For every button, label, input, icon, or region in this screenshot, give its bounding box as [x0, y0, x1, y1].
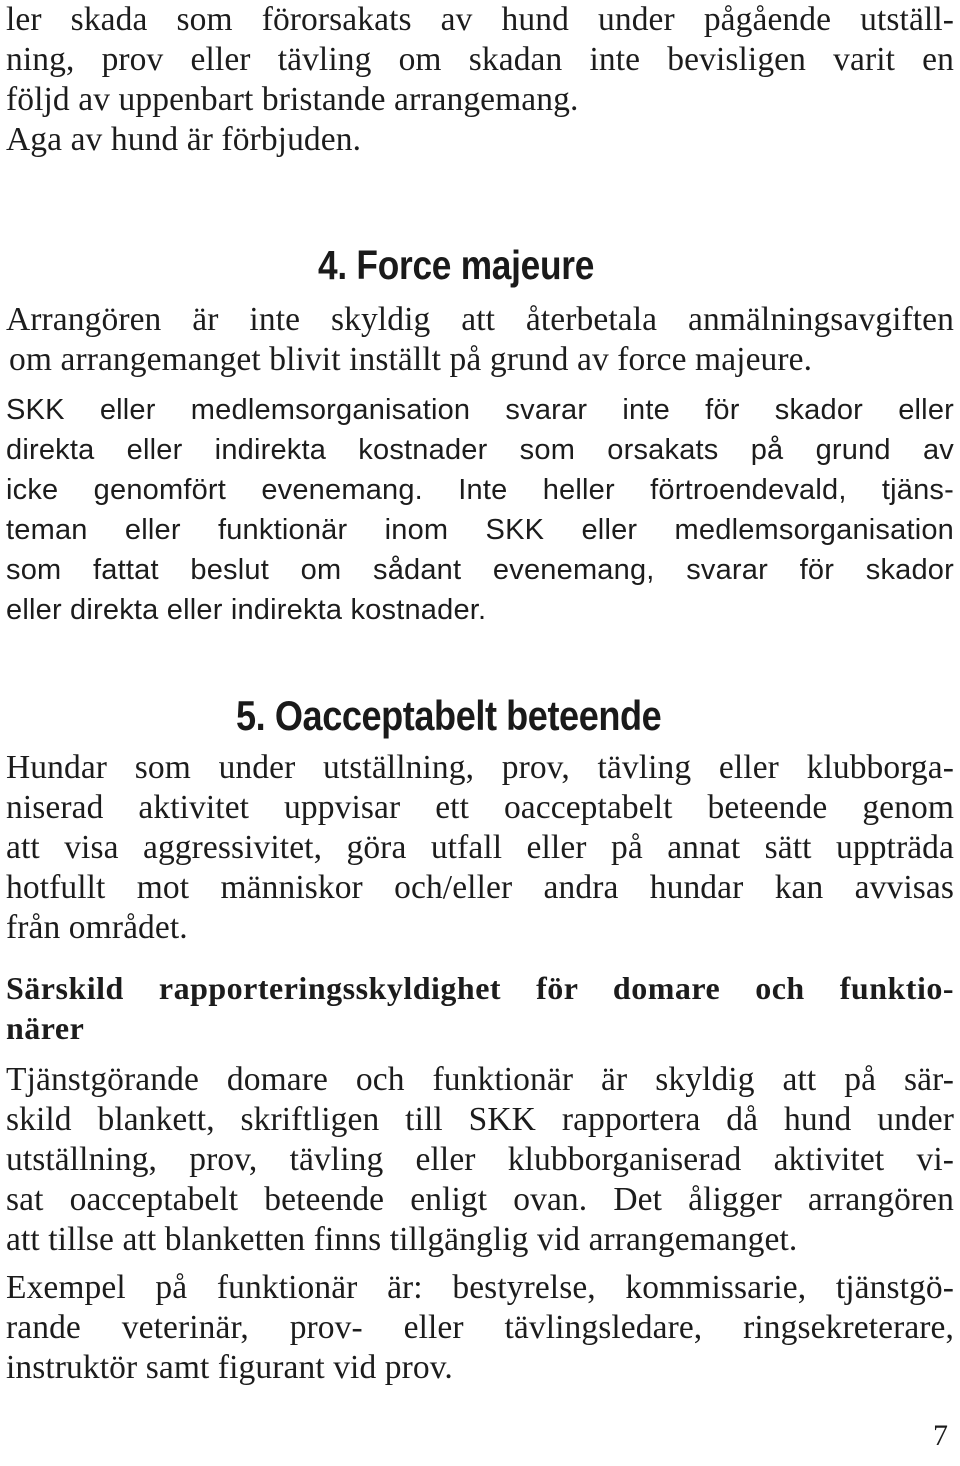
body-text-line: om arrangemanget blivit inställt på grund av force majeure.: [9, 341, 813, 378]
body-text-line: att visa aggressivitet, göra utfall eller på annat sätt uppträda: [6, 829, 954, 866]
body-text-line: eller direkta eller indirekta kostnader.: [6, 594, 487, 626]
body-text-line: som fattat beslut om sådant evenemang, svarar för skador: [6, 554, 954, 586]
body-text-line: icke genomfört evenemang. Inte heller förtroendevald, tjäns-: [6, 474, 954, 506]
body-text-line: sat oacceptabelt beteende enligt ovan. Det åligger arrangören: [6, 1181, 954, 1218]
body-text-line: Hundar som under utställning, prov, tävling eller klubborga-: [6, 749, 954, 786]
document-page: [6, 0, 954, 1466]
body-text-line: rande veterinär, prov- eller tävlingsledare, ringsekreterare,: [6, 1309, 954, 1346]
subheading-rapporteringsskyldighet-cont: närer: [6, 1010, 85, 1046]
section-heading-oacceptabelt-beteende: 5. Oacceptabelt beteende: [236, 692, 662, 739]
body-text-line: Aga av hund är förbjuden.: [6, 121, 362, 158]
page-number: 7: [933, 1419, 948, 1452]
body-text-line: skild blankett, skriftligen till SKK rapportera då hund under: [6, 1101, 954, 1138]
section-heading-force-majeure: 4. Force majeure: [318, 242, 595, 288]
body-text-line: Arrangören är inte skyldig att återbetala anmälningsavgiften: [6, 301, 954, 338]
body-text-line: ler skada som förorsakats av hund under pågående utställ-: [6, 1, 954, 38]
body-text-line: ning, prov eller tävling om skadan inte bevisligen varit en: [6, 41, 954, 78]
body-text-line: direkta eller indirekta kostnader som orsakats på grund av: [6, 434, 954, 466]
body-text-line: SKK eller medlemsorganisation svarar inte för skador eller: [6, 394, 954, 426]
body-text-line: följd av uppenbart bristande arrangemang.: [6, 81, 579, 118]
body-text-line: Exempel på funktionär är: bestyrelse, kommissarie, tjänstgö-: [6, 1269, 954, 1306]
body-text-line: från området.: [6, 909, 188, 946]
body-text-line: hotfullt mot människor och/eller andra hundar kan avvisas: [6, 869, 954, 906]
body-text-line: teman eller funktionär inom SKK eller medlemsorganisation: [6, 514, 954, 546]
body-text-line: utställning, prov, tävling eller klubborganiserad aktivitet vi-: [6, 1141, 954, 1178]
body-text-line: Tjänstgörande domare och funktionär är skyldig att på sär-: [6, 1061, 954, 1098]
body-text-line: niserad aktivitet uppvisar ett oacceptabelt beteende genom: [6, 789, 954, 826]
body-text-line: instruktör samt figurant vid prov.: [6, 1349, 453, 1386]
body-text-line: att tillse att blanketten finns tillgänglig vid arrangemanget.: [6, 1221, 798, 1258]
subheading-rapporteringsskyldighet: Särskild rapporteringsskyldighet för domare och funktio-: [6, 970, 954, 1006]
